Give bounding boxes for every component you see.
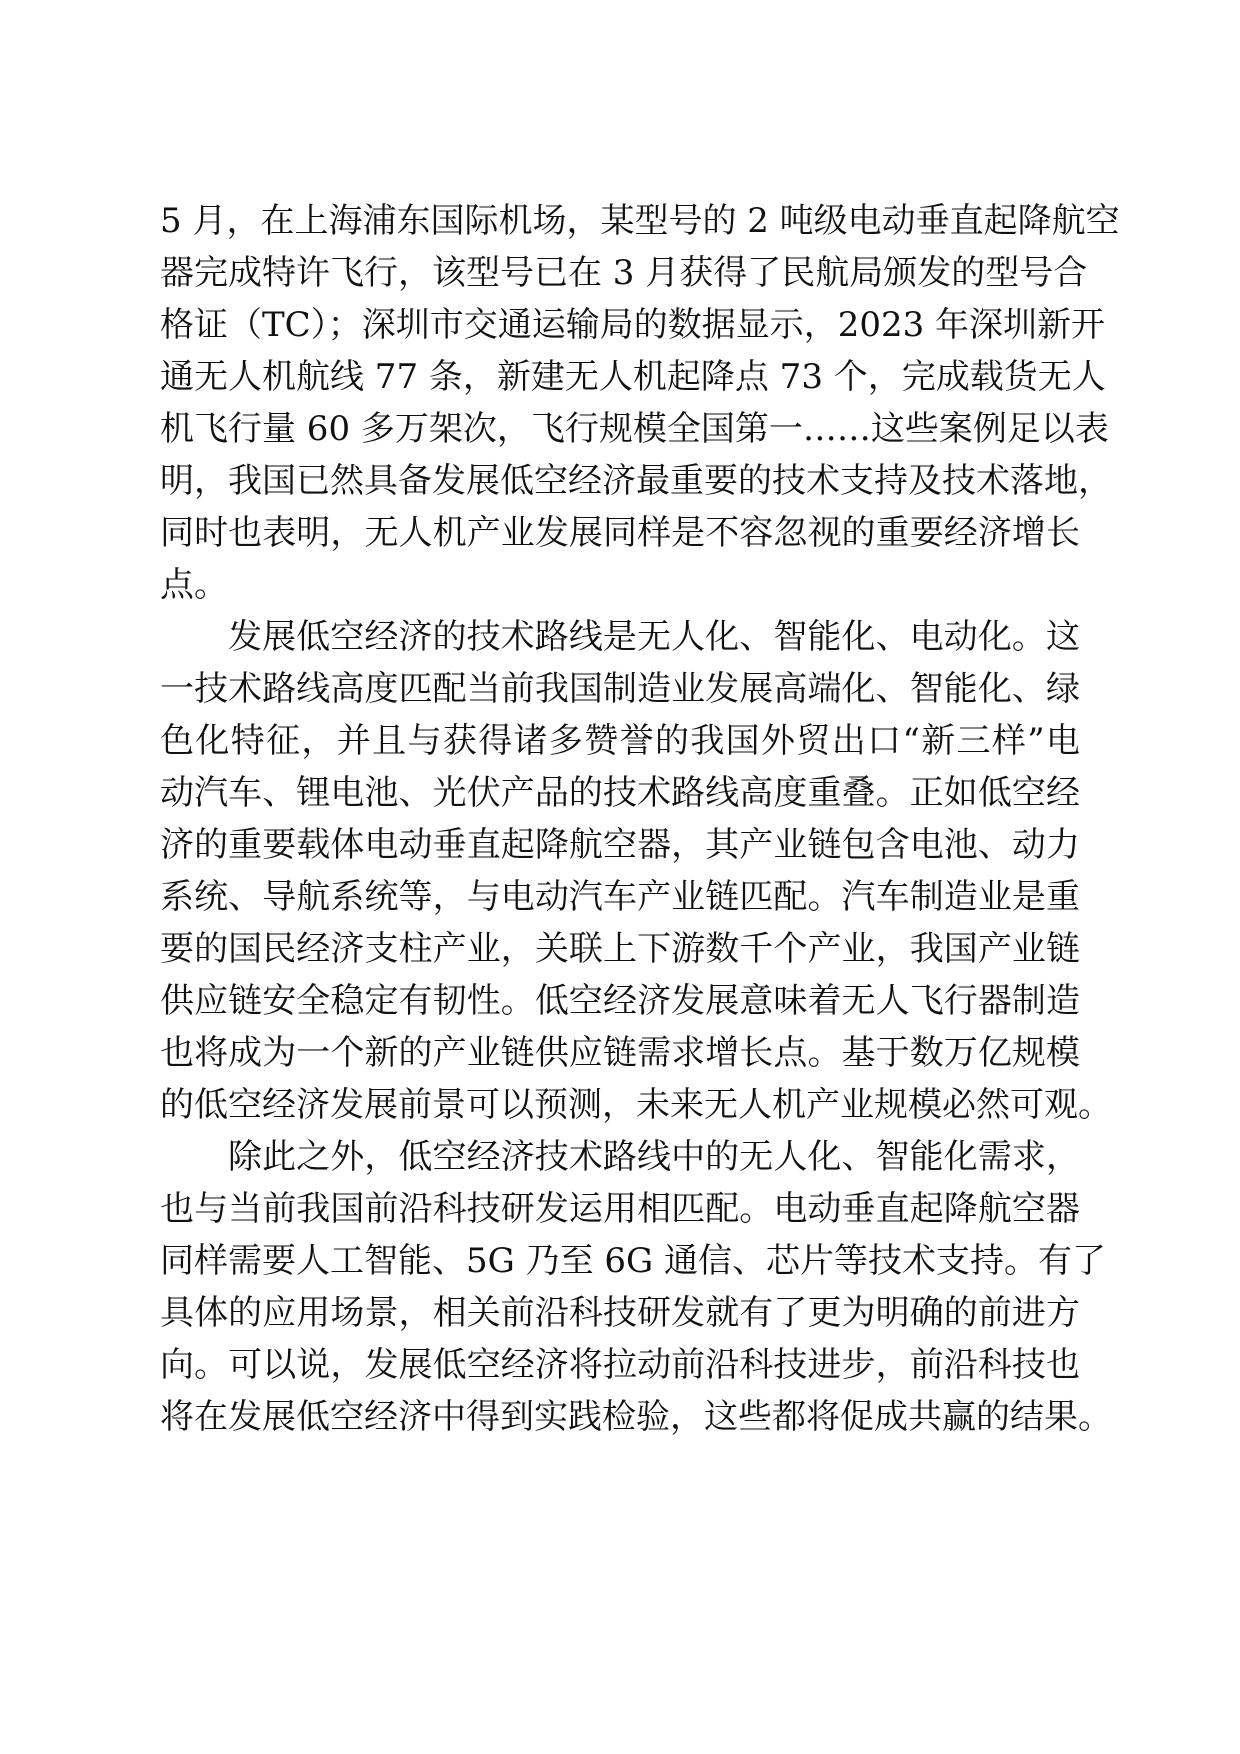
text-line: 要的国民经济支柱产业，关联上下游数千个产业，我国产业链 [160, 929, 1080, 969]
paragraph-1 [160, 195, 1120, 611]
paragraph-3 [160, 1131, 1112, 1443]
text-line: 将在发展低空经济中得到实践检验，这些都将促成共赢的结果。 [160, 1397, 1112, 1437]
text-line: 动汽车、锂电池、光伏产品的技术路线高度重叠。正如低空经 [160, 773, 1080, 813]
text-line: 机飞行量 60 多万架次，飞行规模全国第一……这些案例足以表 [160, 409, 1109, 449]
text-line: 向。可以说，发展低空经济将拉动前沿科技进步，前沿科技也 [160, 1345, 1080, 1385]
paragraph-2 [160, 611, 1112, 1131]
text-line: 同样需要人工智能、5G 乃至 6G 通信、芯片等技术支持。有了 [160, 1241, 1107, 1281]
text-line: 具体的应用场景，相关前沿科技研发就有了更为明确的前进方 [160, 1293, 1080, 1333]
text-line: 一技术路线高度匹配当前我国制造业发展高端化、智能化、绿 [160, 669, 1080, 709]
text-line: 5 月，在上海浦东国际机场，某型号的 2 吨级电动垂直起降航空 [160, 201, 1120, 241]
article-body [160, 195, 1120, 1443]
text-line: 也将成为一个新的产业链供应链需求增长点。基于数万亿规模 [160, 1033, 1080, 1073]
text-line: 同时也表明，无人机产业发展同样是不容忽视的重要经济增长 [160, 513, 1080, 553]
text-line: 的低空经济发展前景可以预测，未来无人机产业规模必然可观。 [160, 1085, 1112, 1125]
text-line: 系统、导航系统等，与电动汽车产业链匹配。汽车制造业是重 [160, 877, 1080, 917]
text-line: 通无人机航线 77 条，新建无人机起降点 73 个，完成载货无人 [160, 357, 1106, 397]
text-line: 点。 [160, 565, 228, 605]
text-line: 供应链安全稳定有韧性。低空经济发展意味着无人飞行器制造 [160, 981, 1080, 1021]
text-line: 格证（TC）；深圳市交通运输局的数据显示，2023 年深圳新开 [160, 305, 1106, 345]
text-line: 色化特征，并且与获得诸多赞誉的我国外贸出口“新三样”电 [160, 721, 1080, 761]
text-line: 明，我国已然具备发展低空经济最重要的技术支持及技术落地， [160, 461, 1112, 501]
text-line: 济的重要载体电动垂直起降航空器，其产业链包含电池、动力 [160, 825, 1080, 865]
text-line: 除此之外，低空经济技术路线中的无人化、智能化需求， [228, 1137, 1080, 1177]
text-line: 也与当前我国前沿科技研发运用相匹配。电动垂直起降航空器 [160, 1189, 1080, 1229]
text-line: 发展低空经济的技术路线是无人化、智能化、电动化。这 [228, 617, 1080, 657]
text-line: 器完成特许飞行，该型号已在 3 月获得了民航局颁发的型号合 [160, 253, 1088, 293]
